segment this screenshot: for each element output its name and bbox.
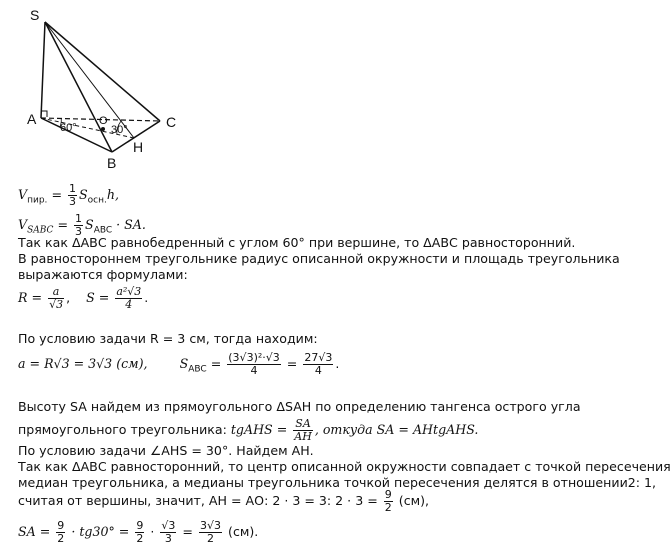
sabc-lhs: S — [179, 356, 189, 371]
tangent-prefix: прямоугольного треугольника: — [18, 422, 227, 437]
v2-sub: SABC — [27, 225, 54, 236]
tg-den: AH — [294, 430, 312, 443]
label-C: C — [166, 114, 177, 130]
sa-d2: 2 — [136, 532, 144, 545]
sa-d4: 2 — [207, 532, 214, 545]
v1-fraction — [68, 183, 77, 208]
sa-n4: 3√3 — [200, 519, 222, 532]
v2-lhs: V — [18, 217, 28, 232]
sa-mid: · tg30° = — [71, 524, 130, 539]
sa-n3: √3 — [161, 519, 176, 532]
v1-rhs: S — [79, 187, 88, 202]
v2-rhs: S — [85, 217, 94, 232]
sabc-den: 4 — [250, 364, 258, 377]
v1-rsub: осн. — [87, 195, 107, 206]
formula-tangent — [18, 418, 478, 443]
R-den: √3 — [49, 298, 64, 311]
v1-den: 3 — [69, 195, 77, 208]
ah-num: 9 — [384, 488, 392, 501]
sa-fraction-1 — [56, 520, 65, 545]
text-line-median-ratio: медиан треугольника, а медианы треугольника точкой пересечения делятся в отношении2: 1, — [18, 475, 657, 490]
R-num: a — [48, 286, 64, 299]
v2-num: 1 — [75, 212, 83, 225]
R-end: , — [66, 290, 71, 305]
ah-prefix: считая от вершины, значит, АН = АО: 2 · 3 = 3: 2 · 3 = — [18, 493, 378, 508]
sabc-eq: = — [210, 356, 222, 371]
v1-eq: = — [51, 187, 62, 202]
text-line-angle-condition: По условию задачи ∠AHS = 30°. Найдем АН. — [18, 443, 314, 458]
sabc-fraction-2 — [303, 352, 333, 377]
text-line-formulas-intro-2: выражаются формулами: — [18, 267, 188, 282]
R-fraction — [48, 286, 64, 311]
sabc-eq2: = — [286, 356, 298, 371]
ah-suffix: (см), — [398, 493, 430, 508]
sabc-num: (3√3)²·√3 — [228, 351, 280, 364]
label-S: S — [30, 7, 40, 23]
text-line-condition-R: По условию задачи R = 3 см, тогда находим: — [18, 331, 318, 346]
sa-fraction-4 — [199, 520, 222, 545]
sabc-num2: 27√3 — [304, 351, 333, 364]
label-O: O — [99, 115, 108, 127]
sa-d3: 3 — [164, 532, 172, 545]
text-line-formulas-intro: В равностороннем треугольнике радиус описанной окружности и площадь треугольника — [18, 251, 620, 266]
segment-SH — [45, 22, 134, 138]
v2-rsub: ABC — [93, 225, 113, 236]
sa-d1: 2 — [57, 532, 65, 545]
ah-den: 2 — [384, 501, 392, 514]
formula-AH — [18, 489, 429, 514]
S-num: a²√3 — [116, 285, 142, 298]
angle-label-60: 60° — [60, 122, 77, 134]
formula-SA-result — [18, 520, 258, 545]
a-expr: a = R√3 = 3√3 (см), — [18, 356, 148, 371]
tg-num: SA — [293, 418, 313, 431]
edge-SA — [41, 22, 45, 118]
center-point-O — [101, 127, 105, 131]
text-line-center: Так как ΔАВС равносторонний, то центр описанной окружности совпадает с точкой пересечения — [18, 459, 671, 474]
sa-lhs: SA = — [18, 524, 51, 539]
tg-fraction — [293, 418, 313, 443]
S-lhs: S = — [86, 290, 110, 305]
S-den: 4 — [125, 298, 133, 311]
v1-lhs: V — [18, 187, 28, 202]
v2-end: · SA. — [116, 217, 146, 232]
pyramid-figure — [0, 0, 200, 172]
label-B: B — [107, 155, 117, 171]
sa-fraction-3 — [160, 520, 176, 545]
text-line-height-intro: Высоту SA найдем из прямоугольного ΔSAH по определению тангенса острого угла — [18, 399, 581, 414]
tangent-suffix: , откуда SA = AHtgAHS. — [314, 422, 479, 437]
formula-R-S — [18, 286, 148, 311]
v2-eq: = — [57, 217, 69, 232]
edge-SC — [45, 22, 160, 121]
v1-sub: пир. — [27, 195, 48, 206]
label-A: A — [27, 111, 37, 127]
sabc-den2: 4 — [314, 364, 322, 377]
S-end: . — [144, 290, 149, 305]
ah-fraction — [384, 489, 393, 514]
sa-eq: = — [182, 524, 193, 539]
sabc-sub: ABC — [188, 364, 207, 375]
edge-SB — [45, 22, 112, 152]
R-lhs: R = — [18, 290, 43, 305]
sa-n2: 9 — [136, 519, 144, 532]
text-line-equilateral: Так как ΔАВС равнобедренный с углом 60° при вершине, то ΔАВС равносторонний. — [18, 235, 576, 250]
angle-label-30: 30° — [111, 124, 128, 136]
v1-end: h, — [106, 187, 119, 202]
formula-a-sabc — [18, 352, 339, 378]
v1-num: 1 — [69, 182, 77, 195]
v2-den: 3 — [75, 225, 83, 238]
sabc-fraction-1 — [227, 352, 281, 377]
tg-lhs: tgAHS = — [230, 422, 288, 437]
formula-volume-pyramid — [18, 183, 119, 209]
label-H: H — [133, 139, 144, 155]
sa-fraction-2 — [135, 520, 144, 545]
S-fraction — [115, 286, 142, 311]
sa-dot: · — [150, 524, 155, 539]
sa-n1: 9 — [57, 519, 65, 532]
sabc-end: . — [335, 356, 340, 371]
sa-suffix: (см). — [228, 524, 259, 539]
